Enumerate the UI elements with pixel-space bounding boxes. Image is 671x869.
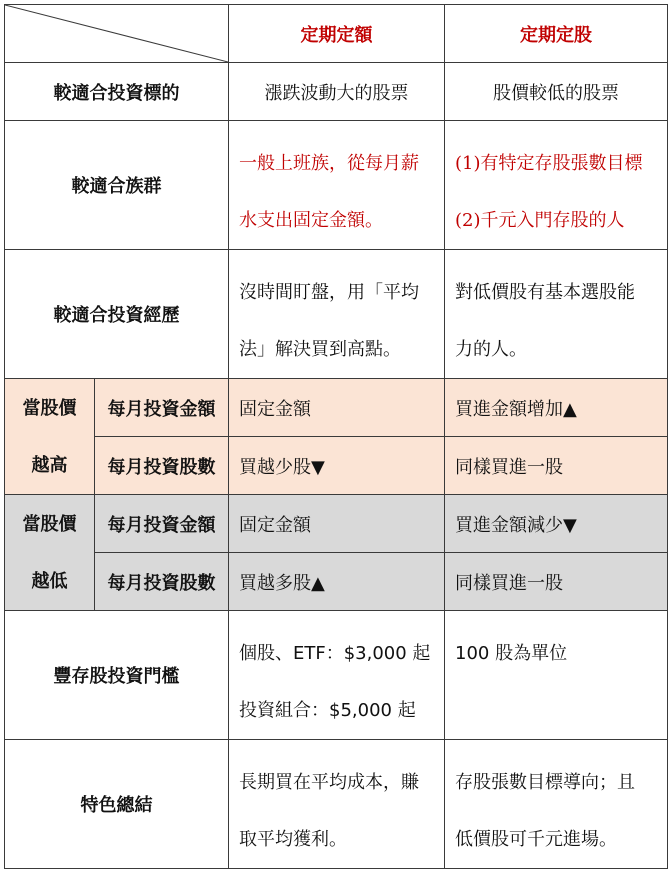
group-fixed-shares-line1: (1)有特定存股張數目標 <box>455 153 643 174</box>
group-fixed-amount <box>229 121 445 250</box>
row-label-target: 較適合投資標的 <box>5 63 229 121</box>
summary-fixed-amount <box>229 740 445 869</box>
target-fixed-shares: 股價較低的股票 <box>445 63 668 121</box>
group-fixed-amount-line2: 水支出固定金額。 <box>239 210 383 231</box>
summary-fixed-shares <box>445 740 668 869</box>
group-row <box>5 121 668 250</box>
target-fixed-amount: 漲跌波動大的股票 <box>229 63 445 121</box>
group-fixed-amount-line1: 一般上班族，從每月薪 <box>239 153 419 174</box>
price-low-shares-fixed-shares: 同樣買進一股 <box>445 553 668 611</box>
price-low-shares-label: 每月投資股數 <box>95 553 229 611</box>
price-high-amount-row <box>5 379 668 437</box>
row-label-experience: 較適合投資經歷 <box>5 250 229 379</box>
price-low-label-line2: 越低 <box>31 570 68 592</box>
threshold-fixed-amount-line2: 投資組合：$5,000 起 <box>239 700 416 721</box>
target-row <box>5 63 668 121</box>
price-high-amount-fixed-shares: 買進金額增加▲ <box>445 379 668 437</box>
row-label-threshold: 豐存股投資門檻 <box>5 611 229 740</box>
experience-fixed-shares <box>445 250 668 379</box>
price-low-shares-fixed-amount: 買越多股▲ <box>229 553 445 611</box>
price-high-label-line2: 越高 <box>31 454 68 476</box>
group-fixed-shares-line2: (2)千元入門存股的人 <box>455 210 625 231</box>
experience-fixed-amount <box>229 250 445 379</box>
summary-fixed-shares-line2: 低價股可千元進場。 <box>455 829 617 850</box>
threshold-fixed-shares <box>445 611 668 740</box>
group-fixed-shares <box>445 121 668 250</box>
price-high-amount-label: 每月投資金額 <box>95 379 229 437</box>
price-high-shares-row <box>5 437 668 495</box>
column-header-fixed-amount: 定期定額 <box>229 5 445 63</box>
experience-fixed-shares-line1: 對低價股有基本選股能 <box>455 282 635 303</box>
summary-row <box>5 740 668 869</box>
price-high-amount-fixed-amount: 固定金額 <box>229 379 445 437</box>
summary-fixed-amount-line2: 取平均獲利。 <box>239 829 347 850</box>
threshold-fixed-shares-line1: 100 股為單位 <box>455 643 568 664</box>
diagonal-corner-cell <box>5 5 229 63</box>
experience-fixed-amount-line1: 沒時間盯盤，用「平均 <box>239 282 419 303</box>
price-high-shares-fixed-shares: 同樣買進一股 <box>445 437 668 495</box>
threshold-fixed-amount-line1: 個股、ETF：$3,000 起 <box>239 643 431 664</box>
price-high-label-line1: 當股價 <box>22 397 77 419</box>
price-low-amount-row <box>5 495 668 553</box>
experience-fixed-shares-line2: 力的人。 <box>455 339 527 360</box>
threshold-row <box>5 611 668 740</box>
summary-fixed-amount-line1: 長期買在平均成本，賺 <box>239 772 419 793</box>
header-row <box>5 5 668 63</box>
price-low-label-line1: 當股價 <box>22 513 77 535</box>
row-label-group: 較適合族群 <box>5 121 229 250</box>
comparison-table <box>4 4 668 869</box>
price-low-amount-label: 每月投資金額 <box>95 495 229 553</box>
price-high-shares-fixed-amount: 買越少股▼ <box>229 437 445 495</box>
experience-fixed-amount-line2: 法」解決買到高點。 <box>239 339 401 360</box>
price-low-shares-row <box>5 553 668 611</box>
group-label-price-high <box>5 379 95 495</box>
price-high-shares-label: 每月投資股數 <box>95 437 229 495</box>
column-header-fixed-shares: 定期定股 <box>445 5 668 63</box>
group-label-price-low <box>5 495 95 611</box>
price-low-amount-fixed-amount: 固定金額 <box>229 495 445 553</box>
threshold-fixed-amount <box>229 611 445 740</box>
experience-row <box>5 250 668 379</box>
summary-fixed-shares-line1: 存股張數目標導向；且 <box>455 772 635 793</box>
diagonal-line <box>5 5 228 62</box>
price-low-amount-fixed-shares: 買進金額減少▼ <box>445 495 668 553</box>
row-label-summary: 特色總結 <box>5 740 229 869</box>
